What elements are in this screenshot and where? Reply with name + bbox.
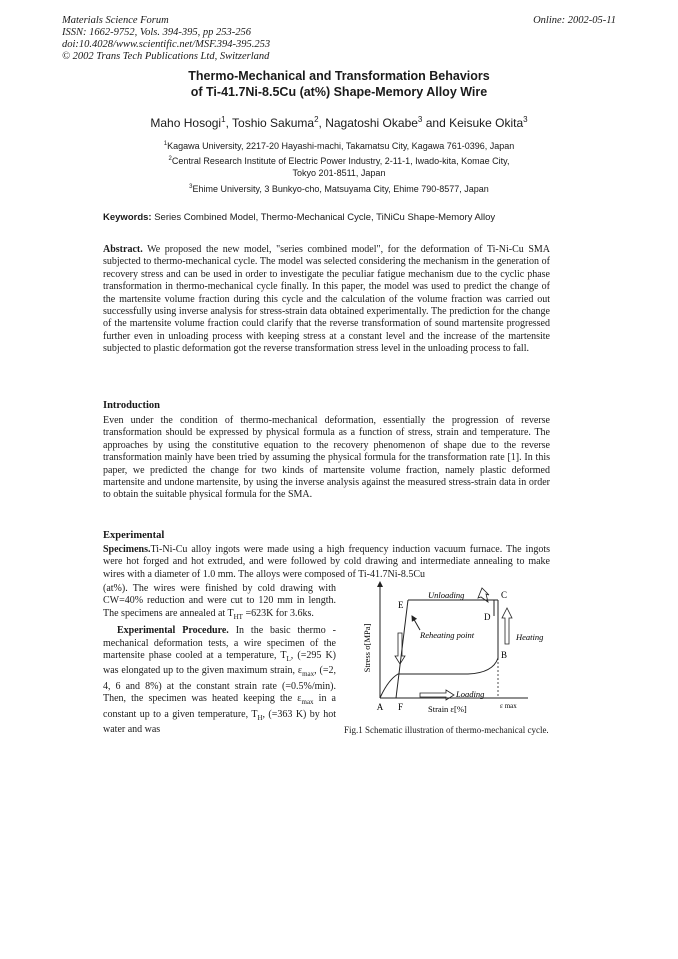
specimens-paragraph [103,544,550,581]
affil-mark: 3 [417,115,423,124]
procedure-label: Experimental Procedure. [117,625,229,637]
author-name: Nagatoshi Okabe [325,116,418,130]
heating-arrow [502,608,512,644]
specimens-label: Specimens. [103,544,151,555]
label-b: B [501,650,508,660]
journal-header [62,15,270,63]
label-c: C [501,590,508,600]
introduction-text: Even under the condition of thermo-mechanical deformation, essentially the progression of reverse transformation should be expressed by physical formula as a function of stress, strain and temperature. The approaches by using the constitutive equation to the recovery phenomenon of shape due to the reverse transformation mainly have been tried by assuming the physical formula for the transformation rate [1]. In this paper, we predicted the change for two kinds of martensite volume fraction, namely plastic deformed martensite and undone martensite, by using the inverse analysis against the measured stress-strain data in order to obtain the suitable physical formula for the SMA. [103,415,550,501]
subscript: L [286,655,291,664]
affil-mark: 2 [314,115,319,124]
label-y-axis: Stress σ[MPa] [362,623,372,673]
label-e: E [398,600,404,610]
procedure-text: In the basic thermo -mechanical deformation tests, a wire specimen of the martensite phase cooled at a temperature, T [103,625,337,662]
label-heating: Heating [516,632,544,642]
affiliation-text: Kagawa University, 2217-20 Hayashi-machi, Takamatsu City, Kagawa 761-0396, Japan [167,141,515,151]
label-unloading: Unloading [428,590,465,600]
label-reheating-point: Reheating point [420,630,475,640]
keywords-text: Series Combined Model, Thermo-Mechanical Cycle, TiNiCu Shape-Memory Alloy [154,212,496,223]
subscript: max [302,670,315,679]
affil-mark: 1 [163,141,168,147]
affiliation-text: Tokyo 201-8511, Japan [292,168,386,178]
specimens-text: (at%). The wires were finished by cold drawing with CW=40% reduction and were cut to 120 mm in length. The specimens are annealed at T [103,583,336,619]
affiliation-3 [0,181,678,195]
affil-mark: 3 [189,184,193,190]
procedure-text: in a constant up to a given temperature, T [103,693,336,720]
affiliation-text: Central Research Institute of Electric Power Industry, 2-11-1, Iwado-kita, Komae City, [171,156,510,166]
author-name: Maho Hosogi [150,116,222,130]
affil-mark: 1 [221,115,226,124]
author-name: Toshio Sakuma [232,116,315,130]
affiliation-text: Ehime University, 3 Bunkyo-cho, Matsuyama City, Ehime 790-8577, Japan [192,184,489,194]
keywords [103,212,495,223]
author-list: Maho Hosogi$^1$, Toshio Sakuma$^2$, Nagatoshi Okabe$^3$ and Keisuke Okita$^3$ [150,115,528,130]
keywords-label: Keywords: [103,212,152,223]
journal-name: Materials Science Forum [62,15,169,26]
affil-mark: 2 [168,156,172,162]
copyright-line: © 2002 Trans Tech Publications Ltd, Switzerland [62,51,270,62]
label-a: A [376,702,384,712]
doi-link[interactable]: doi:10.4028/www.scientific.net/MSF.394-395.253 [62,39,271,50]
label-emax: ε max [500,702,517,710]
introduction-heading: Introduction [103,400,160,411]
abstract-label: Abstract. [103,244,143,255]
label-x-axis: Strain ε[%] [428,704,467,714]
procedure-text: , (=2, 4, 6 and 8%) at the constant strain rate (=0.5%/min). Then, the specimen was heated keeping the ε [103,665,336,705]
reheat-pointer [412,616,420,630]
subscript: max [301,698,314,707]
affiliation-1 [0,138,678,152]
specimens-text: =623K for 3.6ks. [245,607,314,619]
specimens-continued [103,583,336,736]
label-d: D [484,612,491,622]
title-line-1: Thermo-Mechanical and Transformation Behaviors [188,69,490,83]
procedure-text: , (=363 K) by hot water and was [103,708,336,736]
author-conjunction: and [425,116,446,130]
procedure-text: (=295 K) was elongated up to the given maximum strain, ε [103,650,337,677]
figure-1-diagram [358,578,558,718]
procedure-paragraph: Experimental Procedure. In the basic thermo -mechanical deformation tests, a wire specimen of the martensite phase cooled at a temperature, $T_L$, (=295 K) was elongated up to the given maximum strain, $\varepsilon_{max}$, (=2, 4, 6 and 8%) at the constant strain rate (=0.5%/min). Then, the specimen was heated keeping the $\varepsilon_{max}$ in a constant up to a given temperature, $T_H$, (=363 K) by hot water and was [103,625,337,736]
title-line-2: of Ti-41.7Ni-8.5Cu (at%) Shape-Memory Alloy Wire [190,85,488,99]
subscript: H [257,713,263,722]
paper-title [0,68,678,100]
label-loading: Loading [456,689,485,699]
abstract [103,244,550,356]
specimens-text: Ti-Ni-Cu alloy ingots were made using a high frequency induction vacuum furnace. The ingots were hot forged and hot extruded, and were followed by cold drawing and intermediate annealing to make wires with a diameter of 1.0 mm. The alloys were composed of Ti-41.7Ni-8.5Cu [103,544,550,580]
affil-mark: 3 [523,115,528,124]
subscript: HT [233,612,243,621]
author-name: Keisuke Okita [449,116,524,130]
figure-1-caption: Fig.1 Schematic illustration of thermo-mechanical cycle. [344,725,549,735]
experimental-heading: Experimental [103,530,165,541]
abstract-text: We proposed the new model, "series combined model", for the deformation of Ti-Ni-Cu SMA subjected to thermo-mechanical cycle. The model was selected considering the mechanism in the generation of recovery stress and can be used in order to investigate the peculiar fatigue mechanism due to the cyclic phase transformation in thermo-mechanical cycle finally. In this paper, the model was used to predict the change of the martensite volume fraction during this cycle and the calculation of the volume fraction was carried out successfully using inverse analysis for stress-strain data obtained experimentally. The prediction for the change of the martensite volume fraction could clarify that the reverse transformation of sound martensite progressed further even in unloading process with keeping stress at a constant level and the increase of the martensite subjected to plastic deformation got the reverse transformation stress level in the unloading process to fall. [103,244,550,355]
affiliation-2 [0,153,678,179]
issn-line: ISSN: 1662-9752, Vols. 394-395, pp 253-256 [62,27,251,38]
label-f: F [398,702,404,712]
online-date: Online: 2002-05-11 [533,15,616,26]
